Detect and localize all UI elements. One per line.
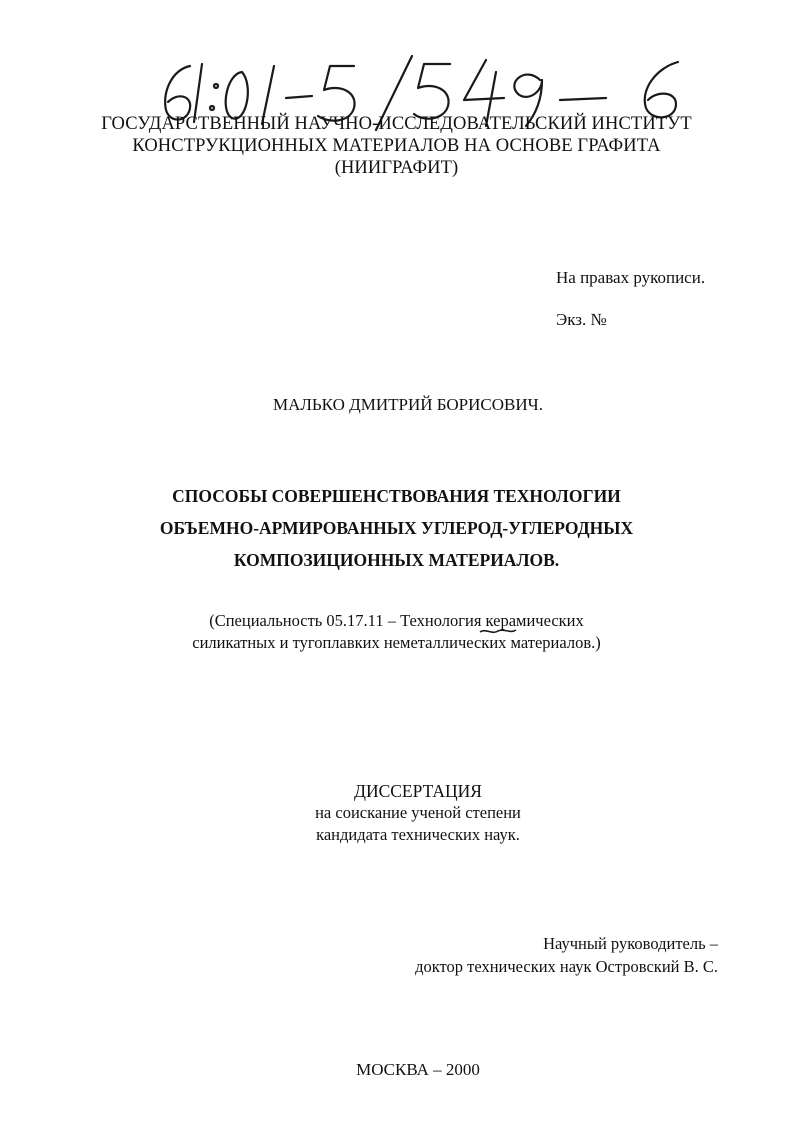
author-name: МАЛЬКО ДМИТРИЙ БОРИСОВИЧ.	[273, 395, 543, 414]
specialty-line-1: (Специальность 05.17.11 – Технология керамических	[209, 611, 584, 630]
institute-line-2: КОНСТРУКЦИОННЫХ МАТЕРИАЛОВ НА ОСНОВЕ ГРАФИТА	[132, 136, 661, 156]
copy-number: Экз. №	[556, 310, 607, 329]
supervisor-name: доктор технических наук Островский В. С.	[415, 957, 718, 976]
dissertation-block	[0, 780, 793, 846]
institute-name	[0, 113, 793, 179]
title-line-3: КОМПОЗИЦИОННЫХ МАТЕРИАЛОВ.	[233, 550, 560, 570]
city-year: МОСКВА – 2000	[356, 1060, 480, 1079]
specialty-line-2: силикатных и тугоплавких неметаллических материалов.)	[192, 633, 601, 652]
handwritten-squiggle-icon	[478, 626, 518, 636]
dissertation-line-1: на соискание ученой степени	[315, 803, 521, 822]
institute-line-1: ГОСУДАРСТВЕННЫЙ НАУЧНО-ИССЛЕДОВАТЕЛЬСКИЙ ИНСТИТУТ	[101, 114, 692, 134]
specialty-code	[0, 610, 793, 654]
rights-notice: На правах рукописи.	[556, 268, 706, 287]
dissertation-line-2: кандидата технических наук.	[316, 825, 520, 844]
supervisor-role: Научный руководитель –	[543, 934, 718, 953]
institute-line-3: (НИИГРАФИТ)	[334, 158, 459, 178]
dissertation-heading: ДИССЕРТАЦИЯ	[354, 781, 482, 801]
supervisor-block	[415, 932, 718, 978]
dissertation-title	[0, 480, 793, 576]
title-line-1: СПОСОБЫ СОВЕРШЕНСТВОВАНИЯ ТЕХНОЛОГИИ	[172, 486, 621, 506]
title-line-2: ОБЪЕМНО-АРМИРОВАННЫХ УГЛЕРОД-УГЛЕРОДНЫХ	[159, 518, 634, 538]
